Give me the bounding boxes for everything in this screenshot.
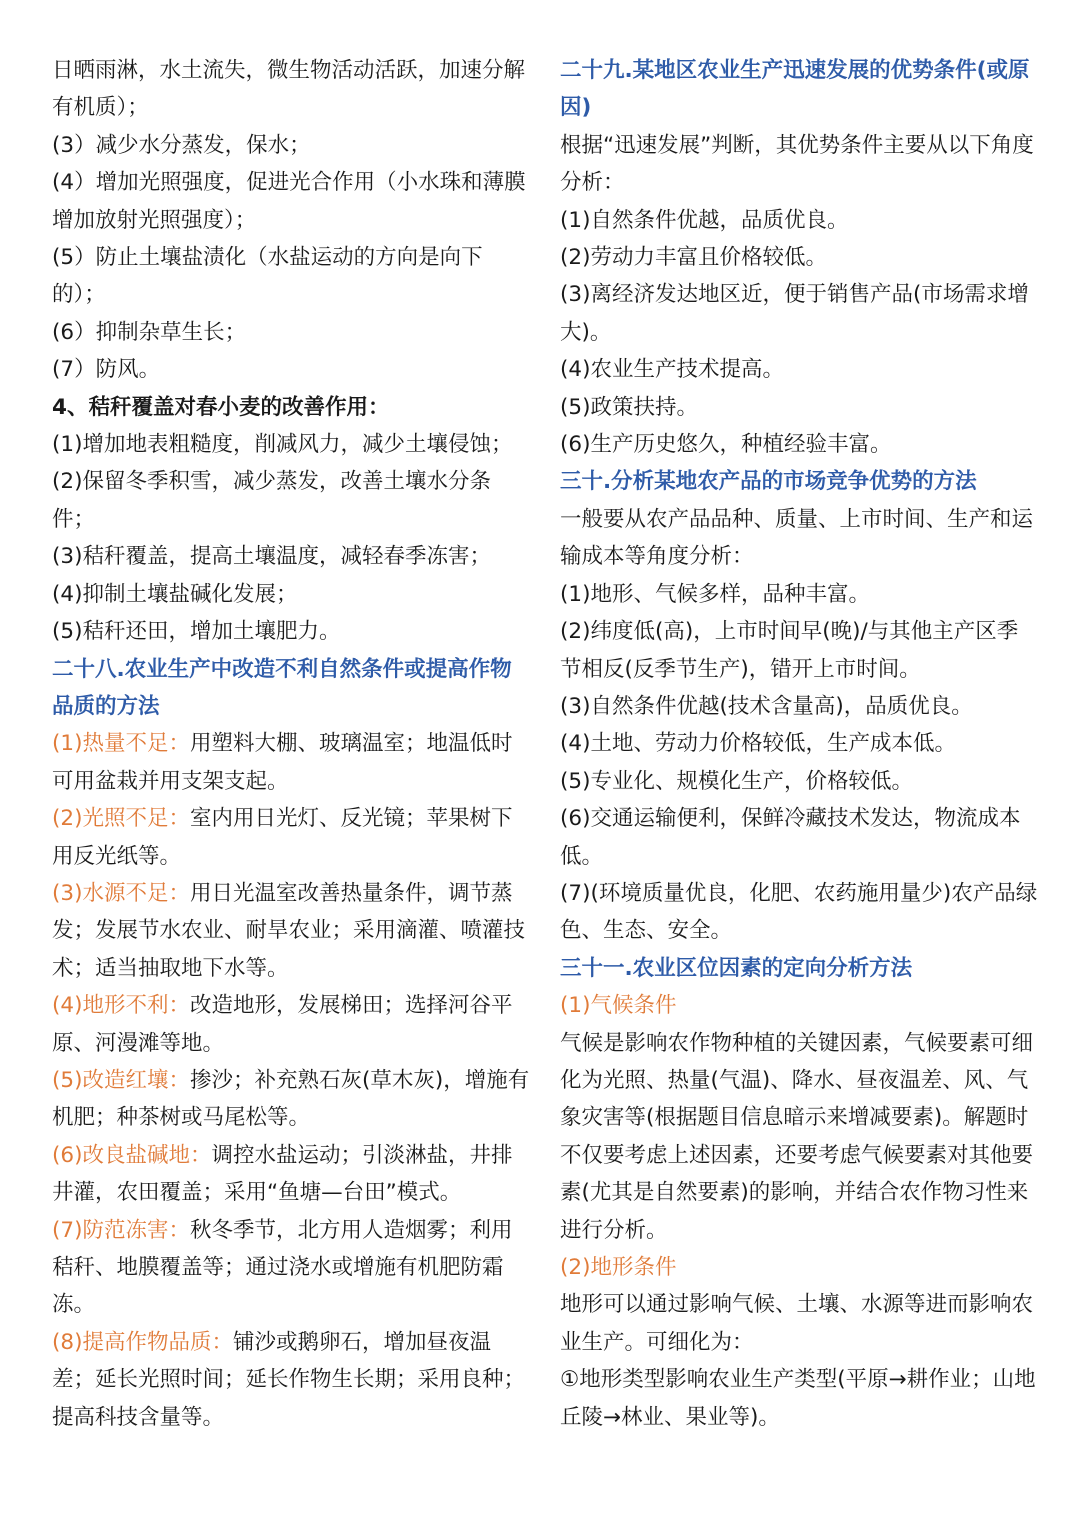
list-item: (3）减少水分蒸发，保水； xyxy=(52,132,311,158)
method-label: (3)水源不足： xyxy=(52,880,190,906)
section-heading-29: 二十九.某地区农业生产迅速发展的优势条件(或原因) xyxy=(560,58,1030,121)
intro-paragraph: 一般要从农产品品种、质量、上市时间、生产和运输成本等角度分析： xyxy=(560,506,1034,570)
list-item: (6）抑制杂草生长； xyxy=(52,319,247,345)
section-heading-28: 二十八.农业生产中改造不利自然条件或提高作物品质的方法 xyxy=(52,656,512,719)
list-item: (4)土地、劳动力价格较低，生产成本低。 xyxy=(560,731,956,757)
method-item xyxy=(52,1324,530,1436)
list-item: (5）防止土壤盐渍化（水盐运动的方向是向下的）； xyxy=(52,245,483,308)
list-item: (5)秸秆还田，增加土壤肥力。 xyxy=(52,619,341,645)
right-column xyxy=(560,52,1038,1436)
method-item xyxy=(52,1062,530,1137)
list-item: (1)增加地表粗糙度，削减风力，减少土壤侵蚀； xyxy=(52,432,513,458)
intro-paragraph: 根据“迅速发展”判断，其优势条件主要从以下角度分析： xyxy=(560,132,1034,196)
factor-label-terrain: (2)地形条件 xyxy=(560,1255,677,1280)
section-heading-30: 三十.分析某地农产品的市场竞争优势的方法 xyxy=(560,469,977,495)
list-item: (7）防风。 xyxy=(52,357,161,383)
method-text: 用塑料大棚、玻璃温室；地温低时可用盆栽并用支架支起。 xyxy=(52,731,513,794)
left-column xyxy=(52,52,530,1436)
list-item: ①地形类型影响农业生产类型(平原→耕作业；山地丘陵→林业、果业等)。 xyxy=(560,1367,1036,1430)
list-item: (3)秸秆覆盖，提高土壤温度，减轻春季冻害； xyxy=(52,544,491,570)
method-text: 秋冬季节，北方用人造烟雾；利用秸秆、地膜覆盖等；通过浇水或增施有机肥防霜冻。 xyxy=(52,1217,513,1318)
factor-label-climate: (1)气候条件 xyxy=(560,993,677,1019)
method-item xyxy=(52,1137,530,1212)
list-item: (1)地形、气候多样，品种丰富。 xyxy=(560,581,870,607)
list-item: (3)自然条件优越(技术含量高)，品质优良。 xyxy=(560,693,973,719)
method-label: (4)地形不利： xyxy=(52,993,190,1019)
method-label: (7)防范冻害： xyxy=(52,1217,190,1243)
factor-paragraph: 地形可以通过影响气候、土壤、水源等进而影响农业生产。可细化为： xyxy=(560,1292,1034,1355)
list-item: (5)政策扶持。 xyxy=(560,394,698,420)
list-item: (2)保留冬季积雪，减少蒸发，改善土壤水分条件； xyxy=(52,469,491,532)
method-label: (1)热量不足： xyxy=(52,731,190,757)
list-item: (5)专业化、规模化生产，价格较低。 xyxy=(560,768,913,794)
factor-paragraph: 气候是影响农作物种植的关键因素，气候要素可细化为光照、热量(气温)、降水、昼夜温差、风、气象灾害等(根据题目信息暗示来增减要素)。解题时不仅要考虑上述因素，还要考虑气候要素对其他要素(尤其是自然要素)的影响，并结合农作物习性来进行分析。 xyxy=(560,1030,1034,1243)
list-item: (4）增加光照强度，促进光合作用（小水珠和薄膜增加放射光照强度）； xyxy=(52,170,526,233)
method-text: 铺沙或鹅卵石，增加昼夜温差；延长光照时间；延长作物生长期；采用良种；提高科技含量等。 xyxy=(52,1329,526,1430)
method-text: 用日光温室改善热量条件，调节蒸发；发展节水农业、耐旱农业；采用滴灌、喷灌技术；适当抽取地下水等。 xyxy=(52,880,526,981)
method-text: 调控水盐运动；引淡淋盐，井排井灌，农田覆盖；采用“鱼塘—台田”模式。 xyxy=(52,1142,513,1206)
method-text: 改造地形，发展梯田；选择河谷平原、河漫滩等地。 xyxy=(52,993,513,1056)
method-text: 室内用日光灯、反光镜；苹果树下用反光纸等。 xyxy=(52,806,513,869)
method-item xyxy=(52,987,530,1062)
list-item: (4)农业生产技术提高。 xyxy=(560,357,784,383)
list-item: (6)生产历史悠久，种植经验丰富。 xyxy=(560,432,892,458)
list-item: (3)离经济发达地区近，便于销售产品(市场需求增大)。 xyxy=(560,282,1029,345)
method-item xyxy=(52,725,530,800)
list-item: (7)(环境质量优良，化肥、农药施用量少)农产品绿色、生态、安全。 xyxy=(560,880,1038,944)
subheading-straw-mulch: 4、秸秆覆盖对春小麦的改善作用： xyxy=(52,394,390,420)
continued-paragraph: 日晒雨淋，水土流失，微生物活动活跃，加速分解有机质）； xyxy=(52,58,526,121)
list-item: (2)纬度低(高)，上市时间早(晚)/与其他主产区季节相反(反季节生产)，错开上市时间。 xyxy=(560,619,1019,682)
method-label: (8)提高作物品质： xyxy=(52,1329,233,1355)
method-label: (5)改造红壤： xyxy=(52,1067,190,1093)
list-item: (2)劳动力丰富且价格较低。 xyxy=(560,245,827,271)
method-item xyxy=(52,800,530,875)
method-item xyxy=(52,1212,530,1324)
method-label: (2)光照不足： xyxy=(52,806,190,832)
method-item xyxy=(52,875,530,987)
method-label: (6)改良盐碱地： xyxy=(52,1142,212,1168)
list-item: (6)交通运输便利，保鲜冷藏技术发达，物流成本低。 xyxy=(560,806,1021,869)
list-item: (4)抑制土壤盐碱化发展； xyxy=(52,581,298,607)
method-text: 掺沙；补充熟石灰(草木灰)，增施有机肥；种茶树或马尾松等。 xyxy=(52,1067,530,1131)
list-item: (1)自然条件优越，品质优良。 xyxy=(560,207,849,233)
section-heading-31: 三十一.农业区位因素的定向分析方法 xyxy=(560,955,913,981)
